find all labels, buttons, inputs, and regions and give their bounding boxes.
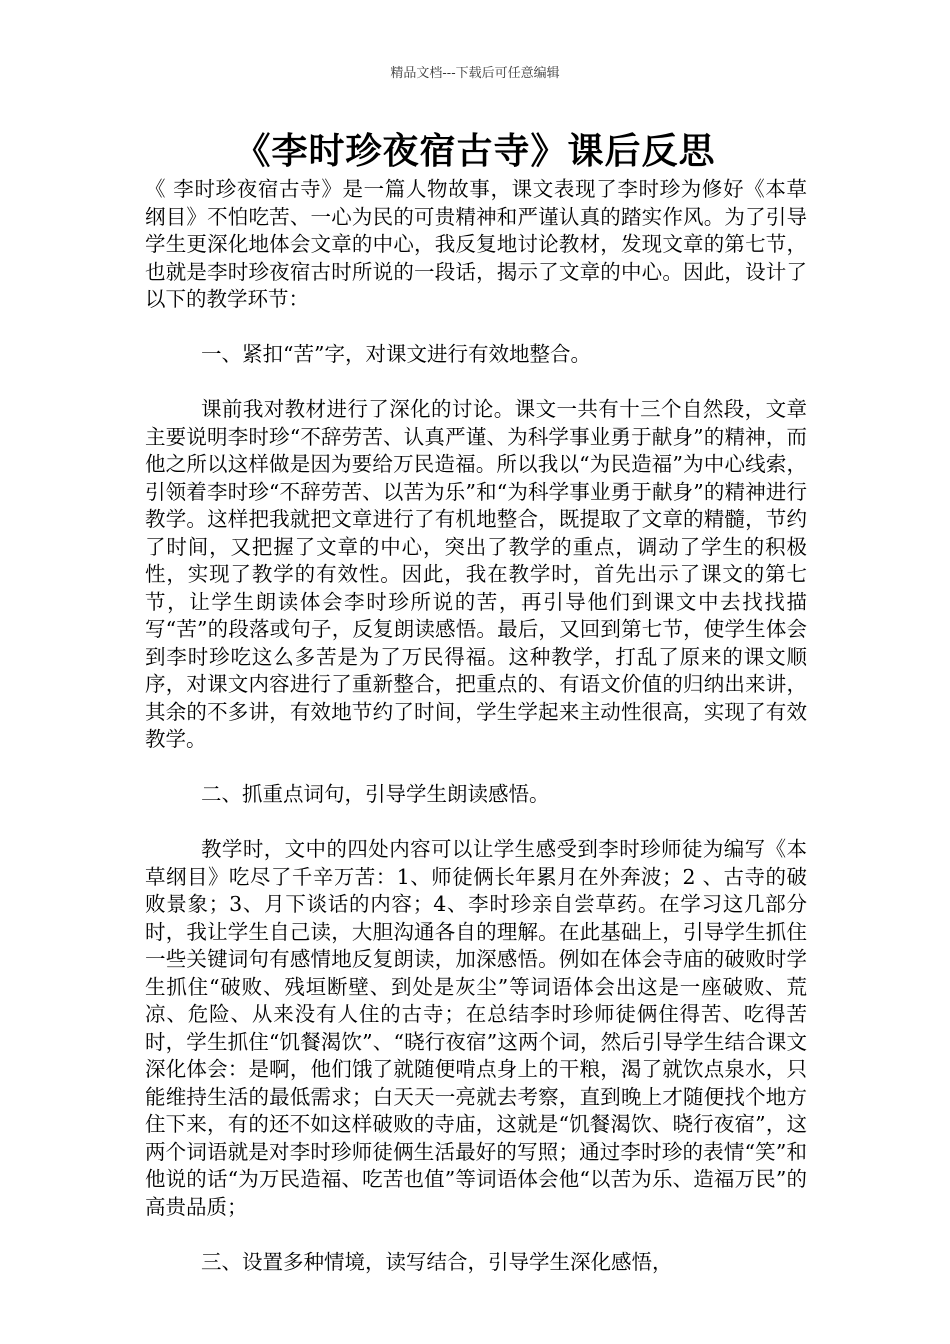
section-heading-1: 一、紧扣“苦”字，对课文进行有效地整合。 bbox=[201, 342, 591, 366]
document-body bbox=[145, 176, 807, 1276]
page-header: 精品文档---下载后可任意编辑 bbox=[390, 66, 560, 81]
body-paragraph-1: 课前我对教材进行了深化的讨论。课文一共有十三个自然段，文章主要说明李时珍“不辞劳苦、认真严谨、为科学事业勇于献身”的精神，而他之所以这样做是因为要给万民造福。所以我以“为民造福”为中心线索，引领着李时珍“不辞劳苦、以苦为乐”和“为科学事业勇于献身”的精神进行教学。这样把我就把文章进行了有机地整合，既提取了文章的精髓，节约了时间，又把握了文章的中心，突出了教学的重点，调动了学生的积极性，实现了教学的有效性。因此，我在教学时，首先出示了课文的第七节，让学生朗读体会李时珍所说的苦，再引导他们到课文中去找找描写“苦”的段落或句子，反复朗读感悟。最后，又回到第七节，使学生体会到李时珍吃这么多苦是为了万民得福。这种教学，打乱了原来的课文顺序，对课文内容进行了重新整合，把重点的、有语文价值的归纳出来讲，其余的不多讲，有效地节约了时间，学生学起来主动性很高，实现了有效教学。 bbox=[145, 397, 807, 751]
section-heading-2: 二、抓重点词句，引导学生朗读感悟。 bbox=[201, 782, 550, 806]
section-heading-3: 三、设置多种情境，读写结合，引导学生深化感悟， bbox=[201, 1249, 673, 1274]
intro-paragraph: 《 李时珍夜宿古寺》是一篇人物故事，课文表现了李时珍为修好《本草纲目》不怕吃苦、一心为民的可贵精神和严谨认真的踏实作风。为了引导学生更深化地体会文章的中心，我反复地讨论教材，发现文章的第七节，也就是李时珍夜宿古时所说的一段话，揭示了文章的中心。因此，设计了以下的教学环节： bbox=[145, 177, 807, 311]
document-title: 《李时珍夜宿古寺》课后反思 bbox=[234, 130, 716, 172]
body-paragraph-2: 教学时，文中的四处内容可以让学生感受到李时珍师徒为编写《本草纲目》吃尽了千辛万苦：1、师徒俩长年累月在外奔波；2 、古寺的破败景象；3、月下谈话的内容；4、李时珍亲自尝草药。在学习这几部分时，我让学生自己读，大胆沟通各自的理解。在此基础上，引导学生抓住一些关键词句有感情地反复朗读，加深感悟。例如在体会寺庙的破败时学生抓住“破败、残垣断壁、到处是灰尘”等词语体会出这是一座破败、荒凉、危险、从来没有人住的古寺；在总结李时珍师徒俩住得苦、吃得苦时，学生抓住“饥餐渴饮”、“晓行夜宿”这两个词，然后引导学生结合课文深化体会：是啊，他们饿了就随便啃点身上的干粮，渴了就饮点泉水，只能维持生活的最低需求；白天天一亮就去考察，直到晚上才随便找个地方住下来，有的还不如这样破败的寺庙，这就是“饥餐渴饮、晓行夜宿”，这两个词语就是对李时珍师徒俩生活最好的写照；通过李时珍的表情“笑”和他说的话“为万民造福、吃苦也值”等词语体会他“以苦为乐、造福万民”的高贵品质； bbox=[145, 837, 807, 1219]
